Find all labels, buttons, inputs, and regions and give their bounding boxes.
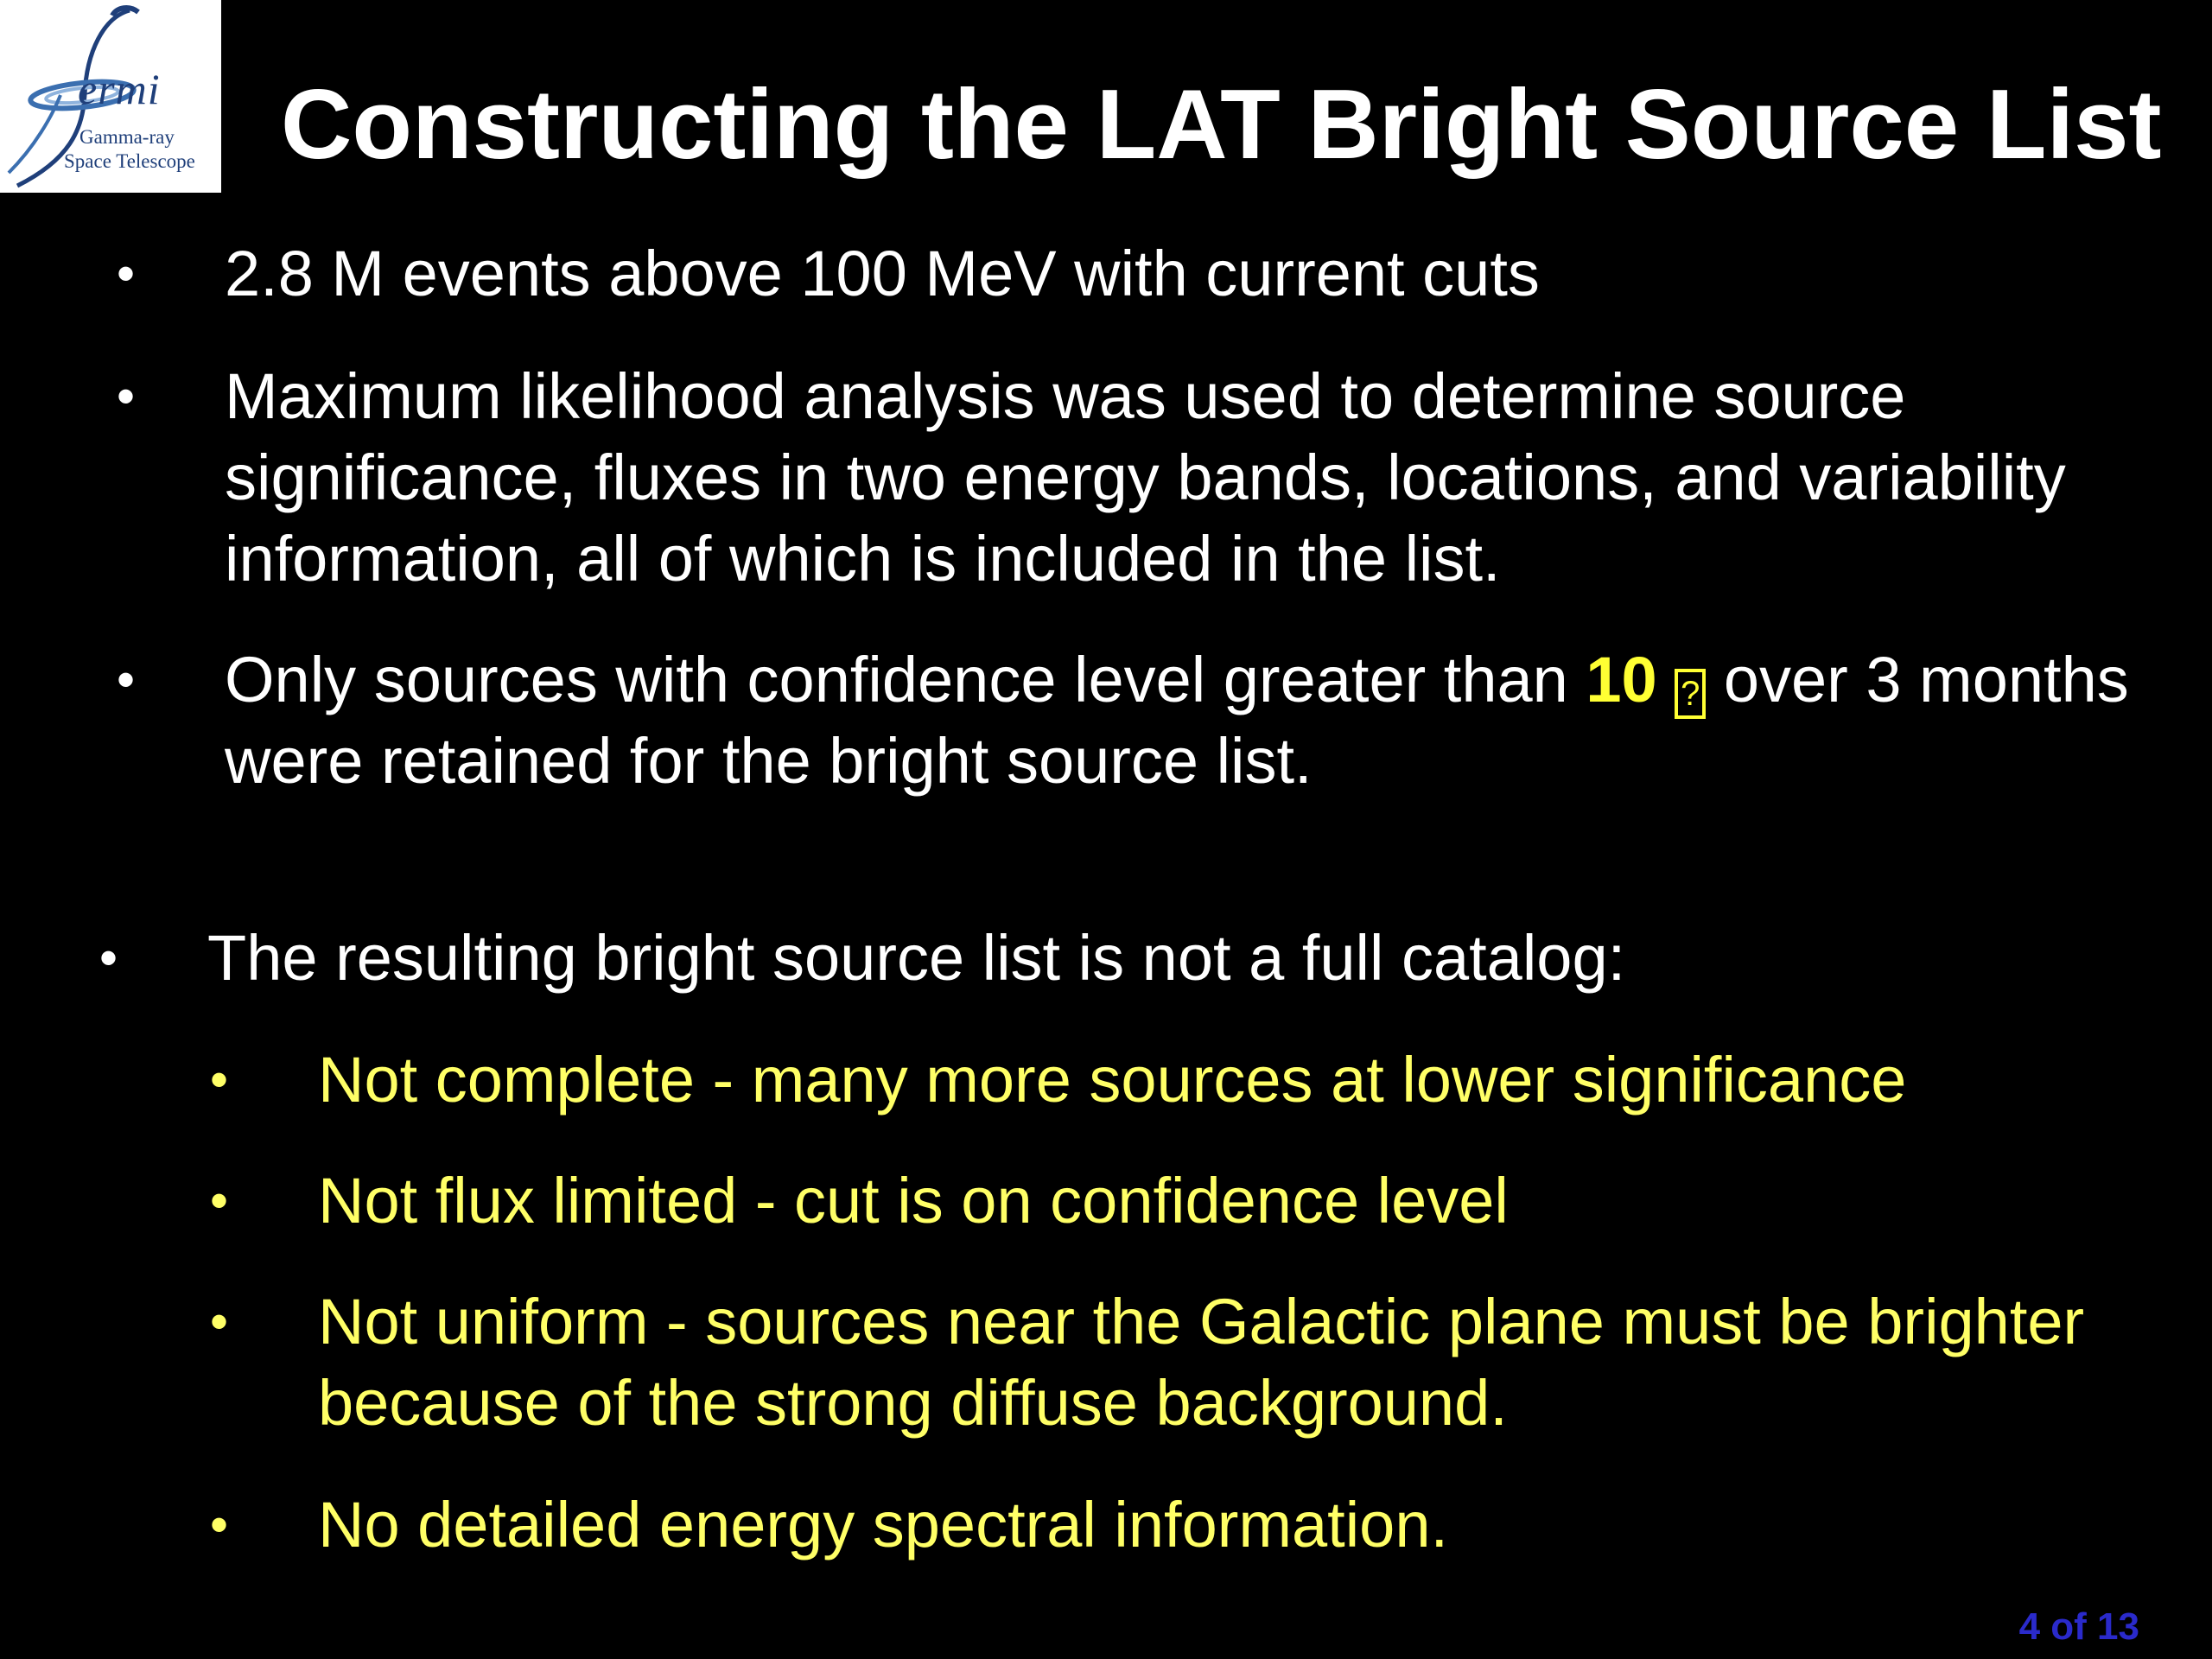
sigma-glyph: ? (1675, 669, 1706, 719)
bullet-likelihood (117, 356, 2143, 600)
bullet-dot: • (117, 651, 136, 709)
bullet-text: The resulting bright source list is not a full catalog: (207, 922, 1626, 994)
logo-tagline-line1: Gamma-ray (79, 126, 175, 148)
logo-tagline-line2: Space Telescope (64, 150, 195, 172)
sub-bullet-not-uniform (210, 1281, 2176, 1444)
bullet-dot: • (99, 929, 118, 987)
logo-wordmark: ermi (78, 65, 161, 113)
bullet-events (117, 233, 2143, 315)
page-number: 4 of 13 (2018, 1605, 2139, 1648)
bullet-dot: • (210, 1293, 229, 1351)
sub-bullet-text: Not uniform - sources near the Galactic plane must be brighter because of the strong diffuse background. (318, 1286, 2085, 1439)
sub-bullet-not-flux-limited (210, 1160, 2176, 1242)
bullet-text-before: Only sources with confidence level greater than (225, 644, 1586, 715)
bullet-dot: • (210, 1496, 229, 1554)
bullet-confidence (117, 639, 2143, 802)
sub-bullet-not-complete (210, 1039, 2176, 1121)
fermi-logo (0, 0, 221, 193)
bullet-result (99, 918, 2126, 999)
bullet-text: Maximum likelihood analysis was used to determine source significance, fluxes in two energy bands, locations, and variability information, all of which is included in the list. (225, 360, 2066, 594)
confidence-threshold: 10 (1586, 644, 1657, 715)
bullet-dot: • (117, 245, 136, 302)
sub-bullet-text: No detailed energy spectral information. (318, 1489, 1449, 1560)
bullet-text-after: over 3 months were retained for the bright source list. (225, 644, 2129, 797)
bullet-dot: • (210, 1172, 229, 1230)
bullet-dot: • (117, 367, 136, 425)
slide-title: Constructing the LAT Bright Source List (281, 70, 2162, 180)
bullet-text: 2.8 M events above 100 MeV with current cuts (225, 238, 1540, 309)
sub-bullet-no-spectral (210, 1484, 2176, 1566)
sub-bullet-text: Not flux limited - cut is on confidence level (318, 1165, 1509, 1236)
sub-bullet-text: Not complete - many more sources at lower significance (318, 1044, 1907, 1116)
bullet-dot: • (210, 1051, 229, 1109)
